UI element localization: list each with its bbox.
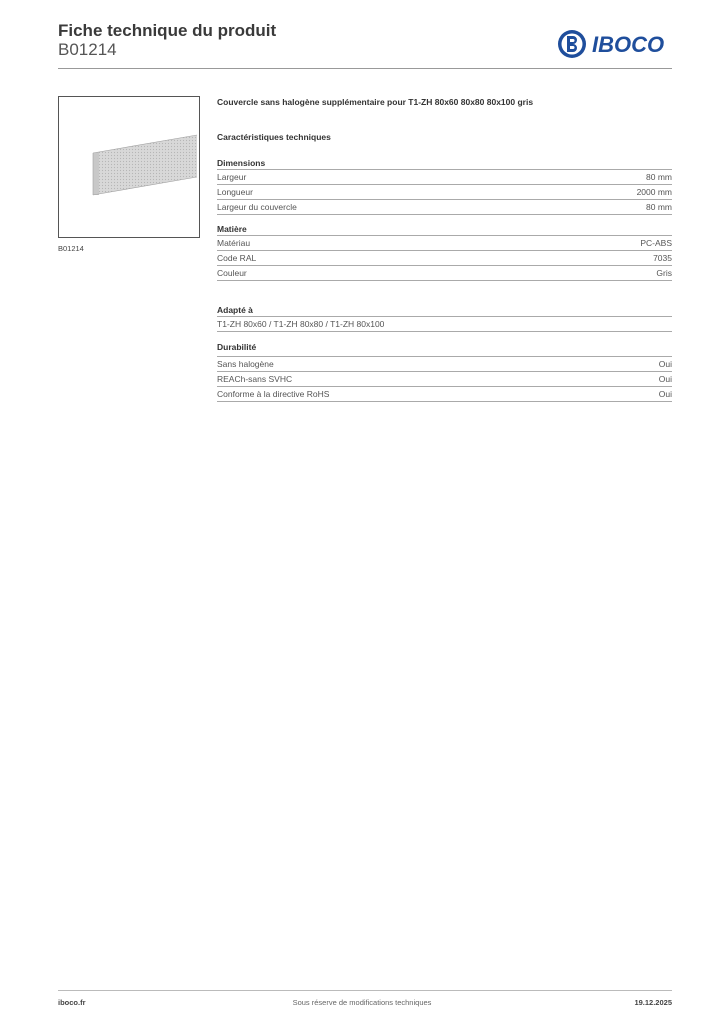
adapte-table <box>217 316 672 332</box>
table-row <box>217 200 672 215</box>
table-row <box>217 316 672 332</box>
row-value: Oui <box>658 389 672 399</box>
row-label: Conforme à la directive RoHS <box>217 389 330 399</box>
row-value: PC-ABS <box>640 238 672 248</box>
table-row <box>217 266 672 281</box>
image-caption: B01214 <box>58 244 84 253</box>
row-value: 2000 mm <box>636 187 672 197</box>
table-row <box>217 251 672 266</box>
product-code: B01214 <box>58 40 117 59</box>
row-value: 80 mm <box>646 202 672 212</box>
row-value: Gris <box>656 268 672 278</box>
dimensions-heading: Dimensions <box>217 158 266 168</box>
row-label: REACh-sans SVHC <box>217 374 293 384</box>
brand-wordmark: IBOCO <box>592 32 665 57</box>
header-divider <box>58 68 672 69</box>
characteristics-heading: Caractéristiques techniques <box>217 132 331 142</box>
table-row <box>217 356 672 372</box>
adapte-heading: Adapté à <box>217 305 253 315</box>
row-label: T1-ZH 80x60 / T1-ZH 80x80 / T1-ZH 80x100 <box>217 319 385 329</box>
table-row <box>217 169 672 185</box>
row-label: Couleur <box>217 268 247 278</box>
table-row <box>217 372 672 387</box>
row-label: Code RAL <box>217 253 257 263</box>
row-label: Matériau <box>217 238 251 248</box>
row-label: Largeur du couvercle <box>217 202 297 212</box>
product-image <box>58 96 200 238</box>
dimensions-table <box>217 169 672 215</box>
durabilite-table <box>217 356 672 402</box>
table-row <box>217 235 672 251</box>
iboco-logo <box>556 28 674 60</box>
row-label: Largeur <box>217 172 247 182</box>
product-title: Couvercle sans halogène supplémentaire pour T1-ZH 80x60 80x80 80x100 gris <box>217 97 534 107</box>
row-label: Longueur <box>217 187 253 197</box>
matiere-table <box>217 235 672 281</box>
durabilite-heading: Durabilité <box>217 342 257 352</box>
row-value: 7035 <box>653 253 672 263</box>
footer-website: iboco.fr <box>58 998 86 1007</box>
spec-content <box>217 96 672 402</box>
footer-notice: Sous réserve de modifications techniques <box>292 998 432 1007</box>
table-row <box>217 185 672 200</box>
matiere-heading: Matière <box>217 224 247 234</box>
row-value: Oui <box>658 359 672 369</box>
page-title: Fiche technique du produit <box>58 21 277 40</box>
table-row <box>217 387 672 402</box>
footer-divider <box>58 990 672 991</box>
row-value: Oui <box>658 374 672 384</box>
footer-date: 19.12.2025 <box>634 998 672 1007</box>
row-label: Sans halogène <box>217 359 274 369</box>
row-value: 80 mm <box>646 172 672 182</box>
